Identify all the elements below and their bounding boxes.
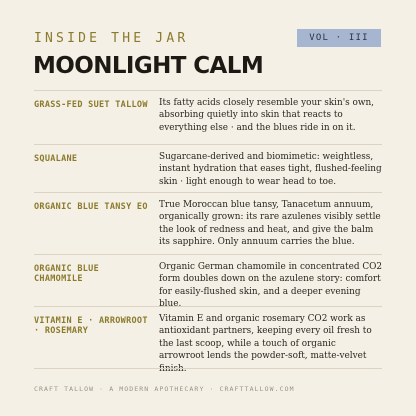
ingredient-row-vitamin-e	[34, 306, 382, 374]
page-title: MOONLIGHT CALM	[33, 53, 264, 79]
ingredient-description: True Moroccan blue tansy, Tanacetum annuum, organically grown: its rare azulenes visibly settle the look of redness and heat, and give the balm its sapphire. Only annuum carries the blue.	[159, 200, 381, 248]
ingredient-name: ORGANIC BLUE TANSY EO	[34, 202, 148, 212]
ingredient-name: GRASS-FED SUET TALLOW	[34, 100, 148, 110]
ingredient-description: Vitamin E and organic rosemary CO2 work as antioxidant partners, keeping every oil fresh to the last scoop, while a touch of organic arrowroot lends the powder-soft, matte-velvet finish.	[159, 314, 372, 374]
ingredient-name: SQUALANE	[34, 154, 78, 164]
footer-divider	[34, 368, 382, 369]
ingredient-row-blue-tansy	[34, 192, 382, 254]
ingredient-list	[34, 90, 383, 374]
volume-badge: VOL · III	[297, 29, 381, 47]
footer-text: CRAFT TALLOW · A MODERN APOTHECARY · CRAFTTALLOW.COM	[34, 385, 295, 393]
ingredient-description: Organic German chamomile in concentrated CO2 form doubles down on the azulene story: comfort for easily-flushed skin, and a deeper evening blue.	[159, 262, 383, 310]
ingredient-description: Sugarcane-derived and biomimetic: weightless, instant hydration that eases tight, flushed-feeling skin · light enough to wear head to toe.	[159, 152, 382, 187]
ingredient-row-blue-chamomile	[34, 254, 383, 310]
ingredient-row-tallow	[34, 90, 382, 144]
ingredient-row-squalane	[34, 144, 382, 192]
ingredient-name: ORGANIC BLUE CHAMOMILE	[34, 264, 100, 284]
ingredient-name: VITAMIN E · ARROWROOT · ROSEMARY	[34, 316, 148, 336]
ingredient-description: Its fatty acids closely resemble your skin's own, absorbing quietly into skin that reacts to everything else · and the blues ride in on it.	[159, 98, 375, 133]
eyebrow-label: INSIDE THE JAR	[34, 31, 189, 46]
